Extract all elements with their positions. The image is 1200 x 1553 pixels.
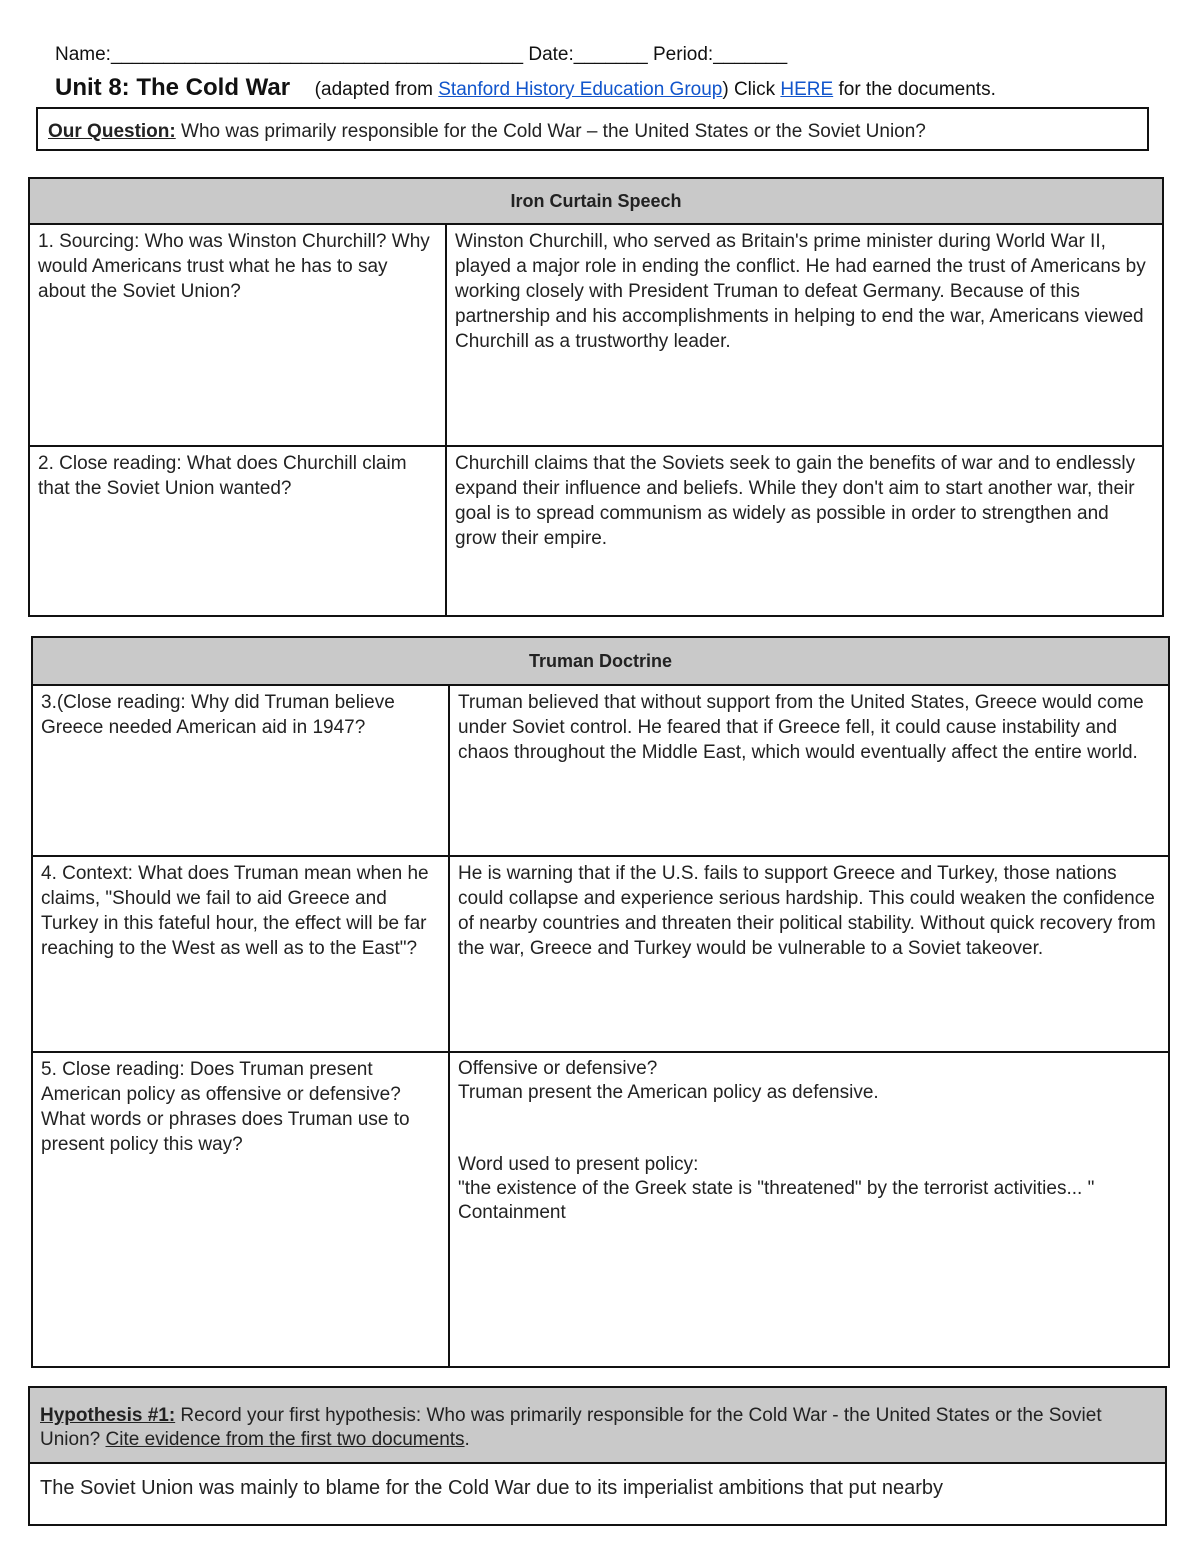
our-question-label: Our Question: <box>48 121 176 142</box>
answer-cell[interactable]: Winston Churchill, who served as Britain's prime minister during World War II, played a major role in ending the conflict. He had earned the trust of Americans by working closely with President Truman to defeat Germany. Because of this partnership and his accomplishments in helping to end the war, Americans viewed Churchill as a trustworthy leader. <box>446 224 1163 446</box>
section-title: Truman Doctrine <box>32 637 1169 685</box>
iron-curtain-table <box>28 177 1164 617</box>
unit-title-line <box>55 74 996 102</box>
hypothesis-period: . <box>464 1429 470 1450</box>
name-date-period-line: Name:_______________________________________ Date:_______ Period:_______ <box>55 44 788 65</box>
hypothesis-table <box>28 1386 1167 1526</box>
hypothesis-prompt <box>29 1387 1166 1463</box>
answer-cell[interactable]: Offensive or defensive? Truman present the American policy as defensive. Word used to present policy: "the existence of the Greek state is "threatened" by the terrorist activities... " Containment <box>449 1052 1169 1367</box>
adapted-prefix: (adapted from <box>314 79 439 100</box>
answer-cell[interactable]: Truman believed that without support from the United States, Greece would come under Soviet control. He feared that if Greece fell, it could cause instability and chaos throughout the Middle East, which would eventually affect the entire world. <box>449 685 1169 856</box>
unit-title: Unit 8: The Cold War <box>55 74 291 101</box>
question-cell: 3.(Close reading: Why did Truman believe Greece needed American aid in 1947? <box>32 685 449 856</box>
here-link[interactable]: HERE <box>780 79 834 100</box>
hypothesis-answer[interactable]: The Soviet Union was mainly to blame for the Cold War due to its imperialist ambitions that put nearby <box>29 1463 1166 1525</box>
question-cell: 5. Close reading: Does Truman present American policy as offensive or defensive? What words or phrases does Truman use to present policy this way? <box>32 1052 449 1367</box>
adapted-mid: ) Click <box>722 79 781 100</box>
source-link[interactable]: Stanford History Education Group <box>438 79 723 100</box>
question-cell: 2. Close reading: What does Churchill claim that the Soviet Union wanted? <box>29 446 446 616</box>
question-cell: 4. Context: What does Truman mean when he claims, "Should we fail to aid Greece and Turkey in this fateful hour, the effect will be far reaching to the West as well as to the East"? <box>32 856 449 1052</box>
hypothesis-prompt-text: Record your first hypothesis: Who was primarily responsible for the Cold War - the United States or the Soviet Union? <box>40 1405 1102 1450</box>
section-title: Iron Curtain Speech <box>29 178 1163 224</box>
question-cell: 1. Sourcing: Who was Winston Churchill? Why would Americans trust what he has to say about the Soviet Union? <box>29 224 446 446</box>
our-question-box <box>36 107 1149 151</box>
hypothesis-cite: Cite evidence from the first two documents <box>105 1429 465 1450</box>
answer-cell[interactable]: He is warning that if the U.S. fails to support Greece and Turkey, those nations could collapse and experience serious hardship. This could weaken the confidence of nearby countries and threaten their political stability. Without quick recovery from the war, Greece and Turkey would be vulnerable to a Soviet takeover. <box>449 856 1169 1052</box>
adapted-suffix: for the documents. <box>833 79 996 100</box>
truman-doctrine-table <box>31 636 1170 1368</box>
answer-cell[interactable]: Churchill claims that the Soviets seek to gain the benefits of war and to endlessly expand their influence and beliefs. While they don't aim to start another war, their goal is to spread communism as widely as possible in order to strengthen and grow their empire. <box>446 446 1163 616</box>
our-question-body: Who was primarily responsible for the Cold War – the United States or the Soviet Union? <box>175 121 926 142</box>
our-question-text <box>48 121 926 143</box>
hypothesis-label: Hypothesis #1: <box>40 1405 176 1426</box>
